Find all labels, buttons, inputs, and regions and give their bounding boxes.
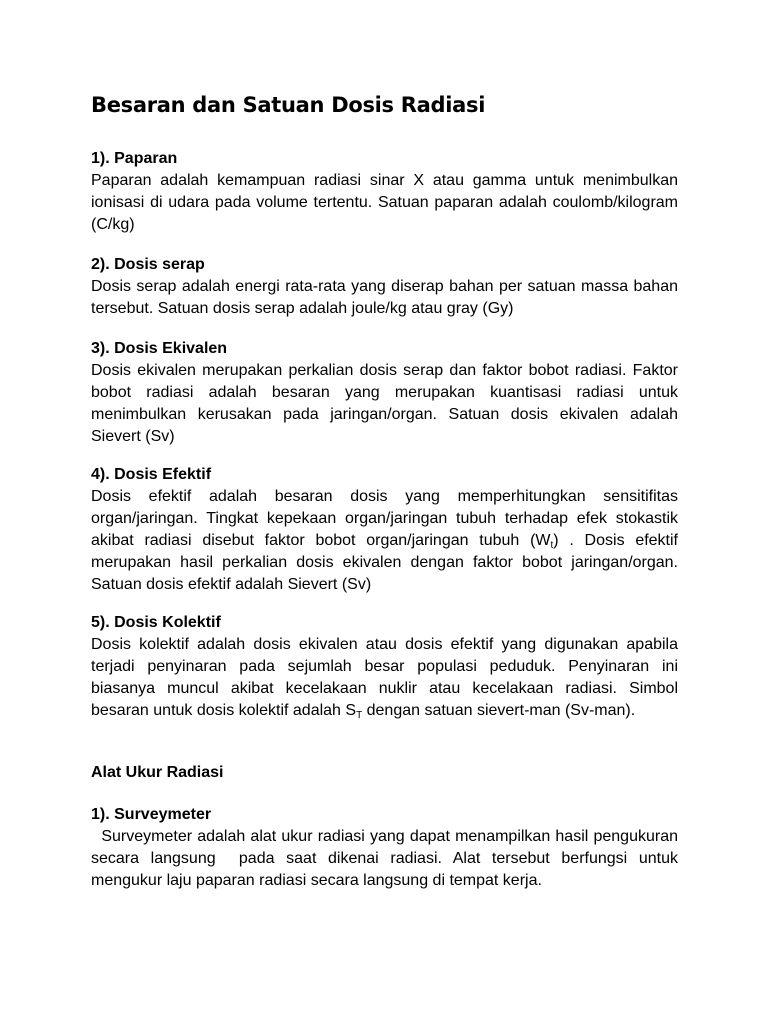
section-heading: 5). Dosis Kolektif <box>91 614 221 631</box>
section-alat-ukur <box>91 762 678 784</box>
section-dosis-efektif <box>91 464 678 596</box>
section-heading: 1). Surveymeter <box>91 806 212 823</box>
section-text <box>91 486 678 596</box>
subscript-t: t <box>550 540 554 551</box>
section-heading: 4). Dosis Efektif <box>91 466 212 483</box>
section-dosis-ekivalen <box>91 338 678 448</box>
section-text: Surveymeter adalah alat ukur radiasi yang dapat menampilkan hasil pengukuran secara langsung pada saat dikenai radiasi. Alat tersebut berfungsi untuk mengukur laju paparan radiasi secara langsung di tempat kerja. <box>91 828 683 889</box>
section-paparan <box>91 148 678 236</box>
section-surveymeter <box>91 804 683 892</box>
text-after-subscript: ) . Dosis efektif merupakan hasil perkalian dosis ekivalen dengan faktor bobot jaringan/organ. Satuan dosis efektif adalah Sievert (Sv) <box>91 532 678 593</box>
section-heading: 2). Dosis serap <box>91 256 205 273</box>
section-heading: 1). Paparan <box>91 150 178 167</box>
section-text: Paparan adalah kemampuan radiasi sinar X atau gamma untuk menimbulkan ionisasi di udara pada volume tertentu. Satuan paparan adalah coulomb/kilogram (C/kg) <box>91 172 678 233</box>
section-heading-alat-ukur: Alat Ukur Radiasi <box>91 764 224 781</box>
text-before-subscript: Dosis kolektif adalah dosis ekivalen atau dosis efektif yang digunakan apabila terjadi penyinaran pada sejumlah besar populasi peduduk. Penyinaran ini biasanya muncul akibat kecelakaan nuklir atau kecelakaan radiasi. Simbol besaran untuk dosis kolektif adalah S <box>91 636 678 719</box>
section-text: Dosis serap adalah energi rata-rata yang diserap bahan per satuan massa bahan tersebut. Satuan dosis serap adalah joule/kg atau gray (Gy) <box>91 278 678 317</box>
section-heading: 3). Dosis Ekivalen <box>91 340 228 357</box>
section-dosis-serap <box>91 254 678 320</box>
section-text <box>91 634 678 722</box>
section-dosis-kolektif <box>91 612 678 722</box>
document-title: Besaran dan Satuan Dosis Radiasi <box>91 93 486 117</box>
section-text: Dosis ekivalen merupakan perkalian dosis serap dan faktor bobot radiasi. Faktor bobot radiasi adalah besaran yang merupakan kuantisasi radiasi untuk menimbulkan kerusakan pada jaringan/organ. Satuan dosis ekivalen adalah Sievert (Sv) <box>91 362 678 445</box>
subscript-T: T <box>356 710 363 721</box>
text-before-subscript: Dosis efektif adalah besaran dosis yang memperhitungkan sensitifitas organ/jaringan. Tingkat kepekaan organ/jaringan tubuh terhadap efek stokastik akibat radiasi disebut faktor bobot organ/jaringan tubuh (W <box>91 488 678 549</box>
text-after-subscript: dengan satuan sievert-man (Sv-man). <box>362 702 636 719</box>
